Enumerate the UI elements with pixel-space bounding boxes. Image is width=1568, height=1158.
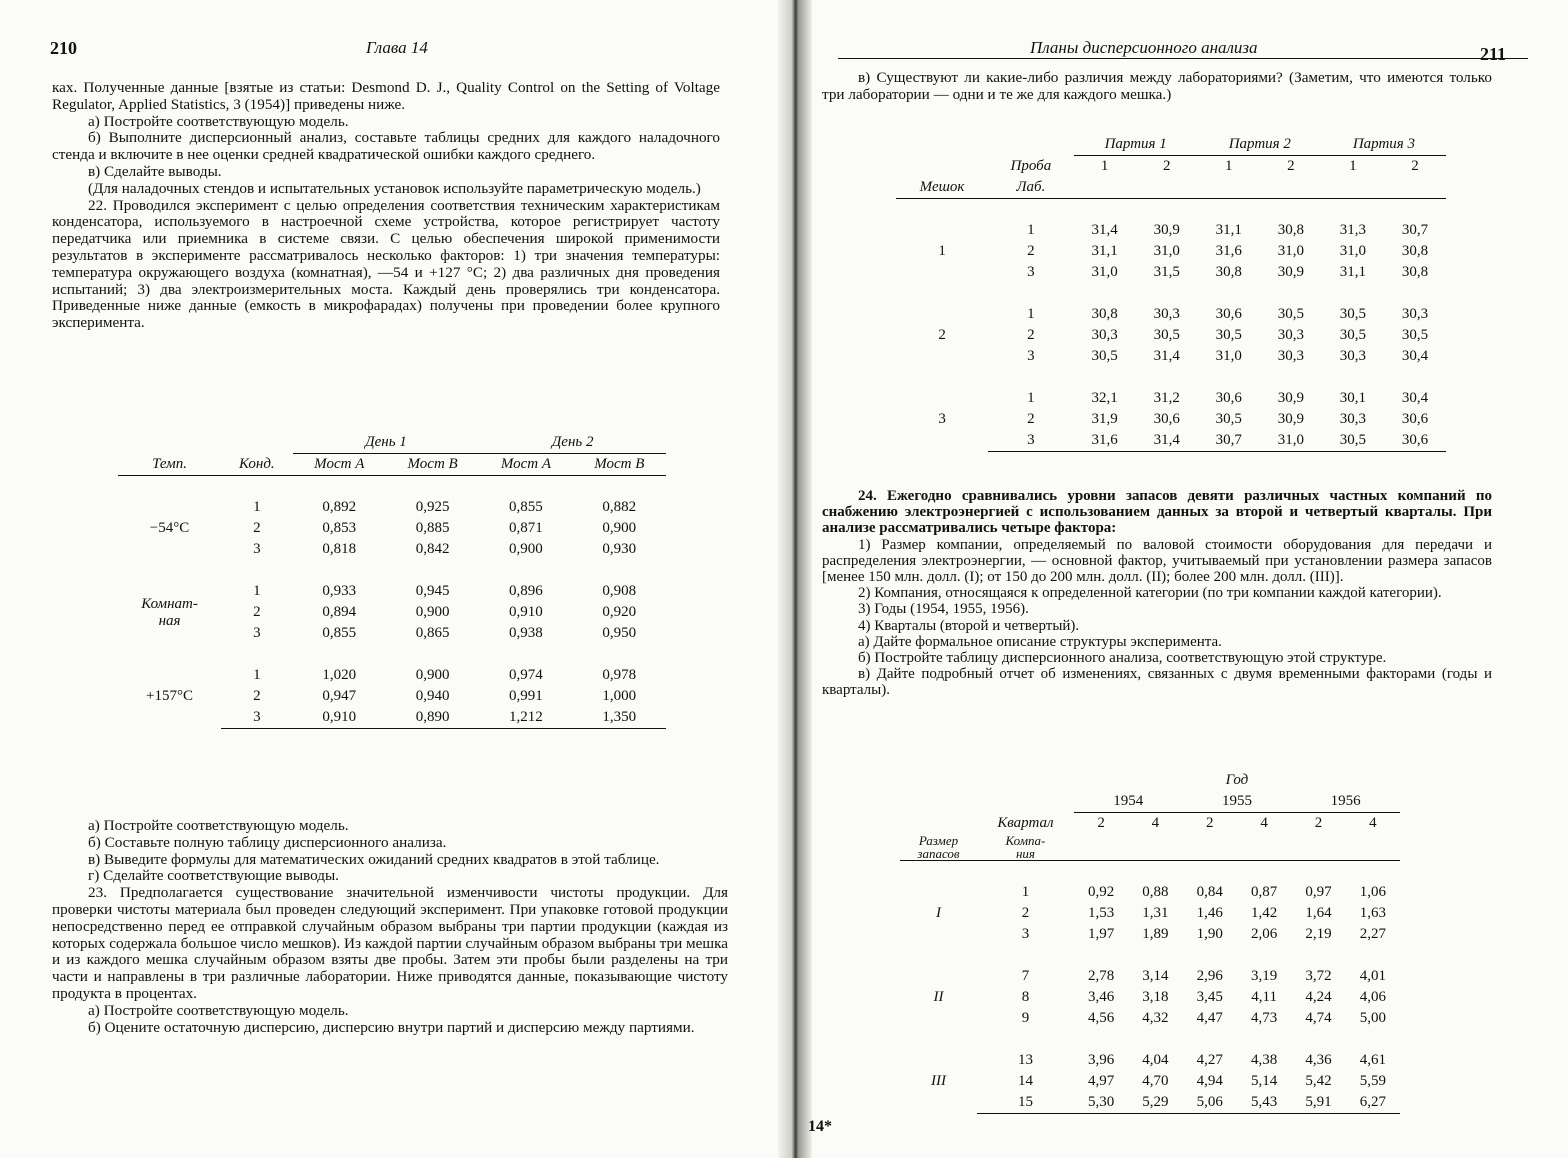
value-cell: 5,91 (1291, 1092, 1345, 1114)
right-page (800, 0, 1568, 1158)
size-cell: III (930, 1073, 946, 1090)
quarter-number: 2 (1097, 815, 1105, 831)
value-cell: 30,6 (1215, 390, 1242, 406)
value-cell: 32,1 (1091, 390, 1118, 406)
lab-cell: 3 (1027, 348, 1035, 364)
value-cell: 0,818 (322, 541, 357, 557)
paragraph: 23. Предполагается существование значительной изменчивости чистоты продукции. Для проверки чистоты материала был проведен следующий эксперимент. При упаковке готовой продукции непосредственно перед ее отправкой случайным образом выбраны три партии продукции (каждая из которых содержала большое число мешков). Из каждой партии случайным образом выбраны три мешка и из каждого мешка случайным образом взяты две пробы. Затем эти пробы были разделены на три части и направлены в три различные лаборатории. Ниже приводятся данные, показывающие чистоту продукта в процентах. (52, 884, 728, 1002)
paragraph: б) Оцените остаточную дисперсию, дисперсию внутри партий и дисперсию между партиями. (88, 1018, 695, 1036)
value-cell: 0,900 (602, 520, 637, 536)
value-cell: 1,42 (1250, 905, 1278, 921)
probe-number: 1 (1349, 158, 1357, 174)
running-head-rule (838, 58, 1528, 59)
inventory-table (900, 770, 1400, 1114)
lab-cell: 2 (1027, 411, 1035, 427)
value-cell: 0,974 (509, 667, 543, 683)
value-cell: 31,3 (1339, 222, 1367, 238)
value-cell: 2,96 (1196, 968, 1223, 984)
paragraph: 24. Ежегодно сравнивались уровни запасов девяти различных частных компаний по снабжению электроэнергией с использованием данных за второй и четвертый кварталы. При анализе рассматривались четыре фактора: (822, 488, 1492, 537)
cond-cell: 1 (253, 583, 261, 599)
value-cell: 1,90 (1196, 926, 1223, 942)
value-cell: 0,853 (322, 520, 357, 536)
paragraph: а) Постройте соответствующую модель. (88, 817, 349, 834)
value-cell: 2,06 (1250, 926, 1278, 942)
value-cell: 5,43 (1237, 1092, 1291, 1114)
paragraph: б) Выполните дисперсионный анализ, составьте таблицы средних для каждого наладочного стенда и включите в нее оценки средней квадратической ошибки каждого среднего. (52, 129, 720, 164)
lab-cell: 2 (1027, 243, 1035, 259)
value-cell: 31,0 (1260, 430, 1322, 452)
paragraph: в) Дайте подробный отчет об изменениях, связанных с двумя временными факторами (годы и кварталы). (822, 666, 1492, 699)
value-cell: 0,900 (415, 604, 450, 620)
value-cell: 3,14 (1142, 968, 1169, 984)
quarter-number: 4 (1369, 815, 1377, 831)
value-cell: 30,5 (1153, 327, 1180, 343)
value-cell: 0,885 (415, 520, 450, 536)
company-cell: 1 (1021, 884, 1030, 900)
value-cell: 30,8 (1215, 264, 1242, 280)
left-running-title: Глава 14 (366, 38, 428, 57)
quarter-number: 4 (1151, 815, 1160, 831)
company-cell: 13 (1017, 1052, 1033, 1068)
left-text-block (52, 80, 720, 332)
value-cell: 30,5 (1339, 306, 1367, 322)
value-cell: 31,0 (1215, 348, 1242, 364)
paragraph: ках. Полученные данные [взятые из статьи: Desmond D. J., Quality Control on the Setting of Voltage Regulator, Applied Statistics, 3 (1954)] приведены ниже. (52, 79, 720, 113)
day-header: День 2 (479, 432, 666, 454)
value-cell: 0,910 (509, 604, 543, 620)
value-cell: 30,4 (1401, 390, 1429, 406)
left-running-head (0, 36, 790, 64)
probe-number: 1 (1225, 158, 1233, 174)
year-header: 1956 (1291, 791, 1400, 813)
cond-cell: 3 (253, 625, 261, 641)
temp-label-line: Комнат- (141, 595, 198, 612)
value-cell: 31,2 (1153, 390, 1180, 406)
value-cell: 4,36 (1305, 1052, 1332, 1068)
value-cell: 0,950 (602, 625, 637, 641)
value-cell: 0,97 (1305, 884, 1332, 900)
paragraph: г) Сделайте соответствующие выводы. (88, 867, 339, 885)
value-cell: 31,6 (1215, 243, 1242, 259)
value-cell: 31,9 (1091, 411, 1118, 427)
value-cell: 30,5 (1401, 327, 1429, 343)
value-cell: 30,8 (1277, 222, 1304, 238)
value-cell: 0,892 (322, 499, 357, 515)
size-label-line: Размер (918, 833, 959, 848)
temp-label-line: ная (158, 612, 181, 629)
lab-cell: 3 (988, 430, 1073, 452)
lab-cell: 1 (1027, 222, 1035, 238)
value-cell: 1,350 (573, 707, 666, 729)
value-cell: 1,63 (1359, 905, 1386, 921)
value-cell: 30,3 (1091, 327, 1118, 343)
right-page-number: 211 (1480, 44, 1507, 64)
value-cell: 4,73 (1250, 1010, 1278, 1026)
value-cell: 5,14 (1250, 1073, 1278, 1089)
value-cell: 5,29 (1128, 1092, 1182, 1114)
paragraph: 2) Компания, относящаяся к определенной категории (по три компании каждой категории). (858, 585, 1442, 602)
value-cell: 4,94 (1196, 1073, 1223, 1089)
value-cell: 2,27 (1359, 926, 1386, 942)
year-header: 1954 (1074, 791, 1183, 813)
value-cell: 0,855 (322, 625, 357, 641)
quarter-number: 2 (1206, 815, 1214, 831)
left-text-after (52, 818, 728, 1036)
value-cell: 4,74 (1305, 1010, 1332, 1026)
value-cell: 30,9 (1153, 222, 1180, 238)
size-cell: II (933, 989, 944, 1005)
value-cell: 31,1 (1215, 222, 1242, 238)
value-cell: 30,8 (1401, 243, 1429, 259)
value-cell: 30,9 (1277, 390, 1304, 406)
quarter-number: 4 (1260, 815, 1268, 831)
temp-cell: +157°С (146, 688, 194, 705)
value-cell: 1,64 (1305, 905, 1332, 921)
paragraph: а) Дайте формальное описание структуры эксперимента. (858, 633, 1222, 650)
lab-cell: 1 (1027, 306, 1035, 322)
value-cell: 31,1 (1091, 243, 1118, 259)
company-cell: 3 (1021, 926, 1030, 942)
value-cell: 1,97 (1087, 926, 1115, 942)
cond-cell: 2 (253, 604, 261, 620)
value-cell: 4,47 (1196, 1010, 1223, 1026)
value-cell: 30,4 (1401, 348, 1429, 364)
value-cell: 5,30 (1074, 1092, 1128, 1114)
temp-cell (118, 581, 221, 644)
value-cell: 5,06 (1183, 1092, 1237, 1114)
value-cell: 4,38 (1250, 1052, 1278, 1068)
value-cell: 0,900 (509, 541, 543, 557)
value-cell: 30,6 (1215, 306, 1242, 322)
size-cell: I (935, 905, 941, 921)
value-cell: 6,27 (1346, 1092, 1400, 1114)
value-cell: 5,59 (1359, 1073, 1386, 1089)
table-row (118, 665, 666, 686)
value-cell: 4,06 (1359, 989, 1386, 1005)
value-cell: 0,908 (602, 583, 637, 599)
lab-cell: 1 (1027, 390, 1035, 406)
cond-cell: 1 (253, 667, 261, 683)
value-cell: 0,940 (415, 688, 450, 704)
value-cell: 30,3 (1339, 348, 1367, 364)
value-cell: 1,46 (1196, 905, 1223, 921)
value-cell: 1,06 (1359, 884, 1386, 900)
paragraph: 3) Годы (1954, 1955, 1956). (858, 601, 1029, 618)
value-cell: 30,5 (1339, 327, 1367, 343)
value-cell: 0,920 (602, 604, 637, 620)
col-temp-header: Темп. (118, 454, 221, 476)
probe-number: 2 (1287, 158, 1295, 174)
probe-number: 2 (1162, 158, 1171, 174)
value-cell: 30,6 (1401, 411, 1429, 427)
value-cell: 0,890 (386, 707, 479, 729)
lab-cell: 2 (1027, 327, 1035, 343)
company-cell: 2 (1021, 905, 1030, 921)
company-label-line: ния (1015, 846, 1035, 861)
right-text-block (822, 488, 1492, 699)
bag-cell: 2 (938, 327, 946, 343)
probe-number: 1 (1100, 158, 1109, 174)
lab-cell: 3 (1027, 264, 1035, 280)
value-cell: 31,5 (1153, 264, 1180, 280)
value-cell: 0,947 (322, 688, 357, 704)
value-cell: 4,61 (1359, 1052, 1386, 1068)
bag-label: Мешок (896, 177, 988, 199)
cond-cell: 3 (253, 541, 261, 557)
value-cell: 30,5 (1277, 306, 1304, 322)
value-cell: 0,938 (509, 625, 543, 641)
cond-cell: 3 (221, 707, 293, 729)
table-row (896, 388, 1446, 409)
paragraph: б) Составьте полную таблицу дисперсионного анализа. (88, 833, 447, 851)
value-cell: 30,3 (1153, 306, 1180, 322)
value-cell: 4,24 (1305, 989, 1332, 1005)
value-cell: 0,991 (509, 688, 543, 704)
value-cell: 5,42 (1305, 1073, 1332, 1089)
quarter-label: Квартал (997, 814, 1054, 831)
value-cell: 31,0 (1339, 243, 1367, 259)
table-row (900, 882, 1400, 903)
party-header: Партия 3 (1322, 134, 1446, 156)
company-cell: 14 (1017, 1073, 1033, 1089)
paragraph: 4) Кварталы (второй и четвертый). (858, 617, 1080, 634)
value-cell: 3,72 (1305, 968, 1332, 984)
cond-cell: 2 (253, 688, 261, 704)
value-cell: 0,871 (509, 520, 543, 536)
value-cell: 30,1 (1339, 390, 1367, 406)
value-cell: 0,865 (415, 625, 450, 641)
paragraph: 1) Размер компании, определяемый по валовой стоимости оборудования для передачи и распределения электроэнергии, — основной фактор, учитываемый при установлении размера запасов [менее 150 млн. долл. (I); от 150 до 200 млн. долл. (II); более 200 млн. долл. (III)]. (822, 536, 1492, 586)
cond-cell: 1 (253, 499, 261, 515)
company-cell: 9 (1021, 1010, 1030, 1026)
table-row (896, 220, 1446, 241)
value-cell: 31,4 (1136, 430, 1198, 452)
value-cell: 30,3 (1339, 411, 1367, 427)
value-cell: 5,00 (1359, 1010, 1386, 1026)
value-cell: 0,945 (415, 583, 450, 599)
left-page-number: 210 (50, 38, 77, 58)
value-cell: 31,6 (1074, 430, 1136, 452)
paragraph: 22. Проводился эксперимент с целью определения соответствия техническим характеристикам конденсатора, используемого в настроечной схеме устройства, которое регистрирует частоту передатчика или приемника в системе связи. С целью обеспечения широкой применимости результатов в эксперименте рассматривалось несколько факторов: 1) три значения температуры: температура окружающего воздуха (комнатная), —54 и +127 °С; 2) два различных дня проведения испытаний; 3) два электроизмерительных моста. Каждый день проверялись три конденсатора. Приведенные ниже данные (емкость в микрофарадах) получены при проведении более крупного эксперимента. (52, 196, 720, 332)
paragraph: а) Постройте соответствующую модель. (88, 1001, 349, 1019)
paragraph: в) Сделайте выводы. (88, 162, 222, 180)
purity-table (896, 134, 1446, 452)
capacitor-table (118, 432, 666, 729)
year-label: Год (1225, 772, 1249, 788)
value-cell: 0,930 (602, 541, 637, 557)
table-row (118, 581, 666, 602)
value-cell: 0,842 (415, 541, 450, 557)
value-cell: 30,8 (1091, 306, 1118, 322)
value-cell: 1,31 (1142, 905, 1169, 921)
value-cell: 1,000 (602, 688, 637, 704)
value-cell: 3,46 (1087, 989, 1115, 1005)
value-cell: 31,1 (1339, 264, 1367, 280)
bag-cell: 3 (938, 411, 946, 428)
value-cell: 30,6 (1384, 430, 1446, 452)
value-cell: 0,87 (1250, 884, 1278, 900)
company-label (977, 834, 1074, 861)
value-cell: 1,020 (322, 667, 357, 683)
lab-label: Лаб. (988, 177, 1073, 199)
paragraph: в) Выведите формулы для математических ожиданий средних квадратов в этой таблице. (88, 850, 660, 868)
temp-cell: −54°С (149, 520, 190, 536)
bag-cell: 1 (938, 243, 946, 259)
value-cell: 4,56 (1087, 1010, 1115, 1026)
year-header: 1955 (1183, 791, 1292, 813)
company-cell: 7 (1021, 968, 1030, 984)
value-cell: 1,89 (1142, 926, 1169, 942)
value-cell: 30,3 (1401, 306, 1429, 322)
value-cell: 0,88 (1142, 884, 1169, 900)
value-cell: 31,4 (1153, 348, 1180, 364)
table-row (900, 1050, 1400, 1071)
value-cell: 4,04 (1142, 1052, 1169, 1068)
value-cell: 30,5 (1215, 411, 1242, 427)
value-cell: 4,01 (1359, 968, 1386, 984)
value-cell: 31,0 (1091, 264, 1118, 280)
value-cell: 0,925 (415, 499, 450, 515)
bridge-header: Мост B (386, 454, 479, 476)
paragraph: б) Постройте таблицу дисперсионного анализа, соответствующую этой структуре. (858, 650, 1387, 667)
value-cell: 3,19 (1250, 968, 1278, 984)
paragraph: а) Постройте соответствующую модель. (88, 112, 349, 130)
value-cell: 3,96 (1087, 1052, 1115, 1068)
right-intro (822, 70, 1492, 104)
value-cell: 30,5 (1322, 430, 1384, 452)
value-cell: 0,910 (293, 707, 386, 729)
value-cell: 0,900 (415, 667, 450, 683)
party-header: Партия 1 (1074, 134, 1198, 156)
value-cell: 0,896 (509, 583, 543, 599)
value-cell: 30,9 (1277, 411, 1304, 427)
value-cell: 30,5 (1091, 348, 1118, 364)
probe-number: 2 (1411, 158, 1419, 174)
table-row (118, 497, 666, 518)
value-cell: 0,933 (322, 583, 357, 599)
value-cell: 30,5 (1215, 327, 1242, 343)
size-label-line: запасов (917, 846, 960, 861)
value-cell: 30,3 (1277, 327, 1304, 343)
table-row (896, 304, 1446, 325)
value-cell: 4,70 (1142, 1073, 1169, 1089)
quarter-number: 2 (1314, 815, 1323, 831)
col-cond-header: Конд. (221, 454, 293, 476)
cond-cell: 2 (253, 520, 261, 536)
value-cell: 1,212 (479, 707, 572, 729)
value-cell: 0,84 (1196, 884, 1223, 900)
right-running-head (800, 36, 1568, 64)
value-cell: 3,18 (1142, 989, 1169, 1005)
probe-label: Проба (1010, 157, 1052, 174)
value-cell: 3,45 (1196, 989, 1223, 1005)
value-cell: 2,78 (1087, 968, 1115, 984)
value-cell: 31,4 (1091, 222, 1118, 238)
bridge-header: Мост A (293, 454, 386, 476)
bridge-header: Мост B (573, 454, 666, 476)
value-cell: 0,882 (602, 499, 637, 515)
right-running-title: Планы дисперсионного анализа (1030, 38, 1258, 57)
value-cell: 4,97 (1087, 1073, 1115, 1089)
company-cell: 8 (1021, 989, 1030, 1005)
company-cell: 15 (977, 1092, 1074, 1114)
size-label (900, 834, 977, 861)
table-row (900, 966, 1400, 987)
value-cell: 30,6 (1153, 411, 1180, 427)
day-header: День 1 (293, 432, 480, 454)
value-cell: 30,8 (1401, 264, 1429, 280)
party-header: Партия 2 (1198, 134, 1322, 156)
value-cell: 0,894 (322, 604, 357, 620)
paragraph: в) Существуют ли какие-либо различия между лабораториями? (Заметим, что имеются только три лаборатории — одни и те же для каждого мешка.) (822, 69, 1492, 103)
paragraph: (Для наладочных стендов и испытательных установок используйте параметрическую модель.) (88, 179, 701, 197)
value-cell: 31,0 (1277, 243, 1304, 259)
value-cell: 4,27 (1196, 1052, 1223, 1068)
bridge-header: Мост A (479, 454, 572, 476)
value-cell: 30,9 (1277, 264, 1304, 280)
value-cell: 30,7 (1401, 222, 1429, 238)
signature-mark: 14* (808, 1118, 832, 1135)
value-cell: 2,19 (1305, 926, 1332, 942)
value-cell: 31,0 (1153, 243, 1180, 259)
value-cell: 30,3 (1277, 348, 1304, 364)
value-cell: 1,53 (1087, 905, 1115, 921)
value-cell: 0,978 (602, 667, 637, 683)
value-cell: 4,32 (1142, 1010, 1169, 1026)
company-label-line: Компа- (1005, 833, 1046, 848)
value-cell: 0,92 (1087, 884, 1115, 900)
value-cell: 0,855 (509, 499, 543, 515)
value-cell: 4,11 (1251, 989, 1277, 1005)
value-cell: 30,7 (1198, 430, 1260, 452)
